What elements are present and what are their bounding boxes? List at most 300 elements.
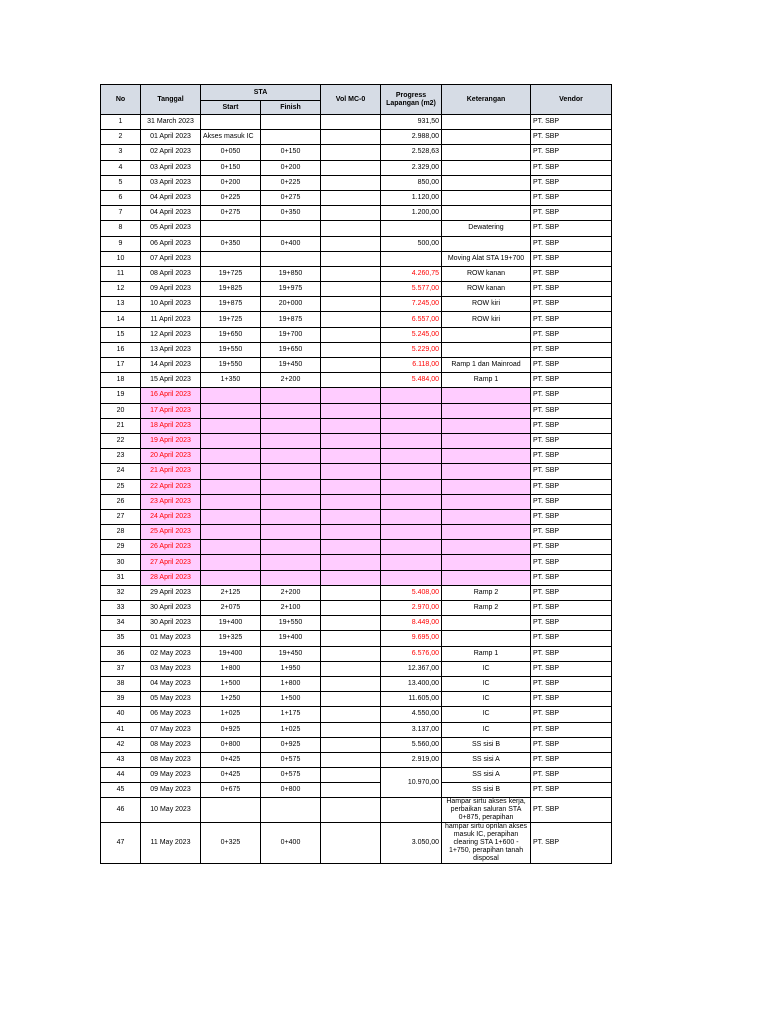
cell-date[interactable]: 23 April 2023 [141,494,201,509]
header-no[interactable]: No [101,85,141,115]
cell-progress[interactable]: 10.970,00 [381,768,442,798]
cell-keterangan[interactable] [442,115,531,130]
cell-start[interactable] [201,555,261,570]
cell-date[interactable]: 03 April 2023 [141,175,201,190]
cell-vol[interactable] [321,783,381,798]
cell-vol[interactable] [321,145,381,160]
cell-keterangan[interactable]: Ramp 1 [442,373,531,388]
cell-finish[interactable]: 2+200 [261,585,321,600]
cell-date[interactable]: 17 April 2023 [141,403,201,418]
cell-no[interactable]: 47 [101,823,141,864]
cell-start[interactable] [201,115,261,130]
cell-vendor[interactable]: PT. SBP [531,585,612,600]
cell-start[interactable]: 1+800 [201,661,261,676]
cell-finish[interactable] [261,388,321,403]
cell-progress[interactable] [381,509,442,524]
header-tanggal[interactable]: Tanggal [141,85,201,115]
cell-progress[interactable]: 13.400,00 [381,676,442,691]
cell-start[interactable]: 19+875 [201,297,261,312]
header-start[interactable]: Start [201,101,261,115]
cell-start[interactable] [201,798,261,823]
cell-progress[interactable] [381,494,442,509]
cell-date[interactable]: 06 April 2023 [141,236,201,251]
cell-vol[interactable] [321,115,381,130]
cell-no[interactable]: 16 [101,342,141,357]
cell-start[interactable]: 0+675 [201,783,261,798]
cell-keterangan[interactable] [442,540,531,555]
cell-finish[interactable] [261,479,321,494]
cell-finish[interactable]: 19+700 [261,327,321,342]
cell-start[interactable] [201,570,261,585]
header-progress[interactable]: Progress Lapangan (m2) [381,85,442,115]
cell-no[interactable]: 22 [101,433,141,448]
cell-vol[interactable] [321,433,381,448]
cell-start[interactable]: 19+725 [201,266,261,281]
cell-progress[interactable]: 500,00 [381,236,442,251]
cell-no[interactable]: 23 [101,449,141,464]
cell-date[interactable]: 10 May 2023 [141,798,201,823]
cell-vendor[interactable]: PT. SBP [531,418,612,433]
cell-vol[interactable] [321,676,381,691]
cell-keterangan[interactable] [442,433,531,448]
cell-finish[interactable]: 19+875 [261,312,321,327]
cell-vendor[interactable]: PT. SBP [531,206,612,221]
cell-date[interactable]: 19 April 2023 [141,433,201,448]
cell-progress[interactable]: 5.229,00 [381,342,442,357]
cell-no[interactable]: 1 [101,115,141,130]
cell-keterangan[interactable]: IC [442,661,531,676]
cell-keterangan[interactable] [442,631,531,646]
cell-no[interactable]: 10 [101,251,141,266]
cell-vol[interactable] [321,190,381,205]
cell-finish[interactable]: 20+000 [261,297,321,312]
cell-keterangan[interactable]: ROW kiri [442,297,531,312]
cell-progress[interactable] [381,388,442,403]
cell-finish[interactable] [261,494,321,509]
cell-progress[interactable]: 5.408,00 [381,585,442,600]
cell-start[interactable]: 19+400 [201,616,261,631]
cell-finish[interactable] [261,509,321,524]
cell-finish[interactable]: 19+850 [261,266,321,281]
cell-no[interactable]: 30 [101,555,141,570]
cell-vol[interactable] [321,798,381,823]
cell-finish[interactable] [261,555,321,570]
cell-vendor[interactable]: PT. SBP [531,631,612,646]
cell-keterangan[interactable] [442,418,531,433]
cell-keterangan[interactable] [442,130,531,145]
cell-no[interactable]: 44 [101,768,141,783]
cell-start[interactable]: 0+275 [201,206,261,221]
cell-no[interactable]: 34 [101,616,141,631]
cell-start[interactable]: 0+225 [201,190,261,205]
cell-finish[interactable] [261,403,321,418]
cell-vendor[interactable]: PT. SBP [531,266,612,281]
cell-vendor[interactable]: PT. SBP [531,752,612,767]
cell-date[interactable]: 11 May 2023 [141,823,201,864]
cell-vendor[interactable]: PT. SBP [531,616,612,631]
cell-progress[interactable]: 9.695,00 [381,631,442,646]
cell-finish[interactable] [261,798,321,823]
cell-date[interactable]: 05 May 2023 [141,692,201,707]
cell-date[interactable]: 30 April 2023 [141,601,201,616]
cell-vol[interactable] [321,585,381,600]
cell-vendor[interactable]: PT. SBP [531,175,612,190]
cell-progress[interactable] [381,449,442,464]
cell-keterangan[interactable]: Ramp 1 [442,646,531,661]
cell-progress[interactable]: 2.988,00 [381,130,442,145]
cell-vol[interactable] [321,464,381,479]
cell-vol[interactable] [321,601,381,616]
cell-date[interactable]: 08 April 2023 [141,266,201,281]
cell-vol[interactable] [321,449,381,464]
cell-vol[interactable] [321,631,381,646]
cell-progress[interactable]: 3.050,00 [381,823,442,864]
cell-keterangan[interactable] [442,145,531,160]
cell-no[interactable]: 12 [101,282,141,297]
cell-progress[interactable]: 4.260,75 [381,266,442,281]
cell-keterangan[interactable]: hampar sirtu oprilan akses masuk IC, perapihan clearing STA 1+600 - 1+750, perapihan tanah disposal [442,823,531,864]
cell-vol[interactable] [321,525,381,540]
cell-finish[interactable]: 0+200 [261,160,321,175]
cell-vol[interactable] [321,175,381,190]
cell-no[interactable]: 45 [101,783,141,798]
cell-vol[interactable] [321,616,381,631]
cell-vol[interactable] [321,661,381,676]
cell-vol[interactable] [321,221,381,236]
cell-no[interactable]: 35 [101,631,141,646]
cell-vol[interactable] [321,737,381,752]
cell-start[interactable]: 19+725 [201,312,261,327]
cell-vendor[interactable]: PT. SBP [531,190,612,205]
cell-keterangan[interactable] [442,388,531,403]
cell-keterangan[interactable]: SS sisi B [442,783,531,798]
cell-progress[interactable]: 3.137,00 [381,722,442,737]
cell-progress[interactable] [381,221,442,236]
cell-finish[interactable]: 1+175 [261,707,321,722]
cell-keterangan[interactable]: SS sisi B [442,737,531,752]
cell-date[interactable]: 08 May 2023 [141,752,201,767]
cell-date[interactable]: 14 April 2023 [141,358,201,373]
cell-finish[interactable]: 0+275 [261,190,321,205]
cell-start[interactable]: 0+425 [201,752,261,767]
cell-progress[interactable]: 7.245,00 [381,297,442,312]
cell-finish[interactable]: 0+150 [261,145,321,160]
cell-date[interactable]: 01 April 2023 [141,130,201,145]
cell-no[interactable]: 11 [101,266,141,281]
cell-date[interactable]: 07 April 2023 [141,251,201,266]
cell-progress[interactable]: 1.200,00 [381,206,442,221]
cell-keterangan[interactable] [442,403,531,418]
cell-finish[interactable] [261,540,321,555]
cell-progress[interactable] [381,464,442,479]
cell-date[interactable]: 29 April 2023 [141,585,201,600]
cell-finish[interactable] [261,464,321,479]
cell-vol[interactable] [321,768,381,783]
cell-keterangan[interactable] [442,570,531,585]
cell-vol[interactable] [321,479,381,494]
cell-keterangan[interactable]: Ramp 2 [442,585,531,600]
cell-start[interactable]: 0+150 [201,160,261,175]
cell-start[interactable]: Akses masuk IC [201,130,261,145]
cell-progress[interactable]: 850,00 [381,175,442,190]
cell-keterangan[interactable] [442,555,531,570]
cell-vol[interactable] [321,570,381,585]
cell-start[interactable] [201,540,261,555]
cell-vol[interactable] [321,403,381,418]
cell-keterangan[interactable] [442,464,531,479]
cell-vendor[interactable]: PT. SBP [531,661,612,676]
cell-start[interactable]: 19+825 [201,282,261,297]
cell-vendor[interactable]: PT. SBP [531,509,612,524]
cell-date[interactable]: 20 April 2023 [141,449,201,464]
cell-progress[interactable]: 11.605,00 [381,692,442,707]
cell-vol[interactable] [321,646,381,661]
cell-keterangan[interactable] [442,175,531,190]
cell-progress[interactable] [381,525,442,540]
cell-vendor[interactable]: PT. SBP [531,449,612,464]
cell-finish[interactable]: 19+550 [261,616,321,631]
cell-start[interactable]: 1+350 [201,373,261,388]
cell-no[interactable]: 6 [101,190,141,205]
cell-no[interactable]: 13 [101,297,141,312]
cell-date[interactable]: 27 April 2023 [141,555,201,570]
header-vol[interactable]: Vol MC-0 [321,85,381,115]
cell-no[interactable]: 32 [101,585,141,600]
cell-progress[interactable]: 5.560,00 [381,737,442,752]
cell-date[interactable]: 06 May 2023 [141,707,201,722]
cell-vendor[interactable]: PT. SBP [531,768,612,783]
cell-no[interactable]: 8 [101,221,141,236]
cell-finish[interactable]: 0+400 [261,236,321,251]
cell-vol[interactable] [321,297,381,312]
cell-date[interactable]: 10 April 2023 [141,297,201,312]
cell-start[interactable] [201,464,261,479]
cell-progress[interactable]: 2.329,00 [381,160,442,175]
cell-vol[interactable] [321,160,381,175]
cell-finish[interactable] [261,449,321,464]
cell-vol[interactable] [321,388,381,403]
cell-no[interactable]: 9 [101,236,141,251]
cell-keterangan[interactable]: Dewatering [442,221,531,236]
cell-start[interactable]: 2+075 [201,601,261,616]
header-finish[interactable]: Finish [261,101,321,115]
cell-finish[interactable]: 2+100 [261,601,321,616]
cell-date[interactable]: 31 March 2023 [141,115,201,130]
cell-vendor[interactable]: PT. SBP [531,297,612,312]
cell-date[interactable]: 01 May 2023 [141,631,201,646]
cell-vol[interactable] [321,540,381,555]
cell-finish[interactable]: 1+500 [261,692,321,707]
cell-no[interactable]: 5 [101,175,141,190]
cell-finish[interactable]: 0+225 [261,175,321,190]
cell-keterangan[interactable] [442,525,531,540]
cell-finish[interactable] [261,130,321,145]
cell-keterangan[interactable] [442,342,531,357]
cell-finish[interactable]: 0+575 [261,768,321,783]
cell-date[interactable]: 21 April 2023 [141,464,201,479]
cell-start[interactable]: 1+025 [201,707,261,722]
cell-finish[interactable] [261,115,321,130]
cell-keterangan[interactable] [442,509,531,524]
cell-date[interactable]: 09 May 2023 [141,768,201,783]
cell-no[interactable]: 24 [101,464,141,479]
cell-finish[interactable]: 19+400 [261,631,321,646]
cell-date[interactable]: 04 May 2023 [141,676,201,691]
cell-date[interactable]: 12 April 2023 [141,327,201,342]
cell-finish[interactable]: 19+650 [261,342,321,357]
cell-vendor[interactable]: PT. SBP [531,540,612,555]
cell-date[interactable]: 09 April 2023 [141,282,201,297]
cell-keterangan[interactable] [442,494,531,509]
cell-date[interactable]: 15 April 2023 [141,373,201,388]
cell-vol[interactable] [321,494,381,509]
cell-progress[interactable]: 4.550,00 [381,707,442,722]
cell-vendor[interactable]: PT. SBP [531,282,612,297]
cell-finish[interactable]: 19+975 [261,282,321,297]
cell-vol[interactable] [321,327,381,342]
cell-finish[interactable] [261,418,321,433]
cell-progress[interactable] [381,479,442,494]
cell-keterangan[interactable]: Moving Alat STA 19+700 [442,251,531,266]
cell-finish[interactable] [261,251,321,266]
cell-no[interactable]: 19 [101,388,141,403]
cell-no[interactable]: 39 [101,692,141,707]
cell-vol[interactable] [321,236,381,251]
header-keterangan[interactable]: Keterangan [442,85,531,115]
cell-no[interactable]: 42 [101,737,141,752]
cell-date[interactable]: 03 April 2023 [141,160,201,175]
cell-vendor[interactable]: PT. SBP [531,783,612,798]
cell-no[interactable]: 26 [101,494,141,509]
cell-start[interactable]: 0+050 [201,145,261,160]
cell-keterangan[interactable]: IC [442,707,531,722]
cell-keterangan[interactable] [442,206,531,221]
cell-no[interactable]: 15 [101,327,141,342]
cell-finish[interactable]: 19+450 [261,646,321,661]
cell-keterangan[interactable]: IC [442,676,531,691]
cell-start[interactable] [201,221,261,236]
cell-vol[interactable] [321,358,381,373]
cell-progress[interactable]: 12.367,00 [381,661,442,676]
cell-no[interactable]: 7 [101,206,141,221]
cell-vendor[interactable]: PT. SBP [531,823,612,864]
cell-vol[interactable] [321,373,381,388]
cell-vendor[interactable]: PT. SBP [531,433,612,448]
cell-keterangan[interactable] [442,236,531,251]
cell-vendor[interactable]: PT. SBP [531,707,612,722]
cell-vendor[interactable]: PT. SBP [531,737,612,752]
cell-vendor[interactable]: PT. SBP [531,646,612,661]
header-vendor[interactable]: Vendor [531,85,612,115]
cell-date[interactable]: 18 April 2023 [141,418,201,433]
cell-no[interactable]: 3 [101,145,141,160]
cell-vendor[interactable]: PT. SBP [531,555,612,570]
cell-date[interactable]: 04 April 2023 [141,206,201,221]
cell-finish[interactable]: 1+025 [261,722,321,737]
cell-vol[interactable] [321,555,381,570]
cell-date[interactable]: 07 May 2023 [141,722,201,737]
cell-finish[interactable] [261,570,321,585]
cell-finish[interactable]: 0+800 [261,783,321,798]
cell-vendor[interactable]: PT. SBP [531,327,612,342]
cell-start[interactable]: 0+800 [201,737,261,752]
cell-finish[interactable]: 2+200 [261,373,321,388]
cell-start[interactable]: 0+425 [201,768,261,783]
cell-start[interactable]: 0+350 [201,236,261,251]
cell-date[interactable]: 05 April 2023 [141,221,201,236]
cell-vendor[interactable]: PT. SBP [531,479,612,494]
cell-no[interactable]: 31 [101,570,141,585]
cell-date[interactable]: 24 April 2023 [141,509,201,524]
cell-progress[interactable] [381,570,442,585]
cell-keterangan[interactable]: Ramp 2 [442,601,531,616]
cell-vol[interactable] [321,266,381,281]
cell-vendor[interactable]: PT. SBP [531,160,612,175]
cell-date[interactable]: 08 May 2023 [141,737,201,752]
cell-vol[interactable] [321,282,381,297]
cell-progress[interactable] [381,403,442,418]
cell-progress[interactable] [381,555,442,570]
cell-date[interactable]: 16 April 2023 [141,388,201,403]
cell-start[interactable]: 0+925 [201,722,261,737]
cell-vendor[interactable]: PT. SBP [531,130,612,145]
cell-vendor[interactable]: PT. SBP [531,342,612,357]
cell-vol[interactable] [321,312,381,327]
cell-no[interactable]: 17 [101,358,141,373]
cell-finish[interactable] [261,433,321,448]
cell-start[interactable] [201,525,261,540]
cell-no[interactable]: 28 [101,525,141,540]
cell-progress[interactable]: 8.449,00 [381,616,442,631]
cell-vendor[interactable]: PT. SBP [531,312,612,327]
cell-finish[interactable]: 1+800 [261,676,321,691]
cell-start[interactable]: 19+325 [201,631,261,646]
header-sta[interactable]: STA [201,85,321,101]
cell-start[interactable]: 19+550 [201,342,261,357]
cell-keterangan[interactable]: Hampar sirtu akses kerja, perbaikan saluran STA 0+875, perapihan [442,798,531,823]
cell-keterangan[interactable]: ROW kanan [442,282,531,297]
cell-vol[interactable] [321,509,381,524]
cell-date[interactable]: 26 April 2023 [141,540,201,555]
cell-date[interactable]: 04 April 2023 [141,190,201,205]
cell-no[interactable]: 4 [101,160,141,175]
cell-progress[interactable]: 2.970,00 [381,601,442,616]
cell-finish[interactable]: 1+950 [261,661,321,676]
cell-vendor[interactable]: PT. SBP [531,115,612,130]
cell-vendor[interactable]: PT. SBP [531,692,612,707]
cell-date[interactable]: 03 May 2023 [141,661,201,676]
cell-finish[interactable]: 0+400 [261,823,321,864]
cell-finish[interactable]: 0+575 [261,752,321,767]
cell-keterangan[interactable] [442,449,531,464]
cell-progress[interactable]: 6.118,00 [381,358,442,373]
cell-date[interactable]: 02 May 2023 [141,646,201,661]
cell-vol[interactable] [321,707,381,722]
cell-progress[interactable] [381,798,442,823]
cell-vendor[interactable]: PT. SBP [531,525,612,540]
cell-vendor[interactable]: PT. SBP [531,464,612,479]
cell-vendor[interactable]: PT. SBP [531,251,612,266]
cell-progress[interactable]: 2.528,63 [381,145,442,160]
cell-progress[interactable]: 6.576,00 [381,646,442,661]
cell-date[interactable]: 11 April 2023 [141,312,201,327]
cell-date[interactable]: 09 May 2023 [141,783,201,798]
cell-start[interactable] [201,479,261,494]
cell-vendor[interactable]: PT. SBP [531,494,612,509]
cell-no[interactable]: 27 [101,509,141,524]
cell-no[interactable]: 37 [101,661,141,676]
cell-no[interactable]: 41 [101,722,141,737]
